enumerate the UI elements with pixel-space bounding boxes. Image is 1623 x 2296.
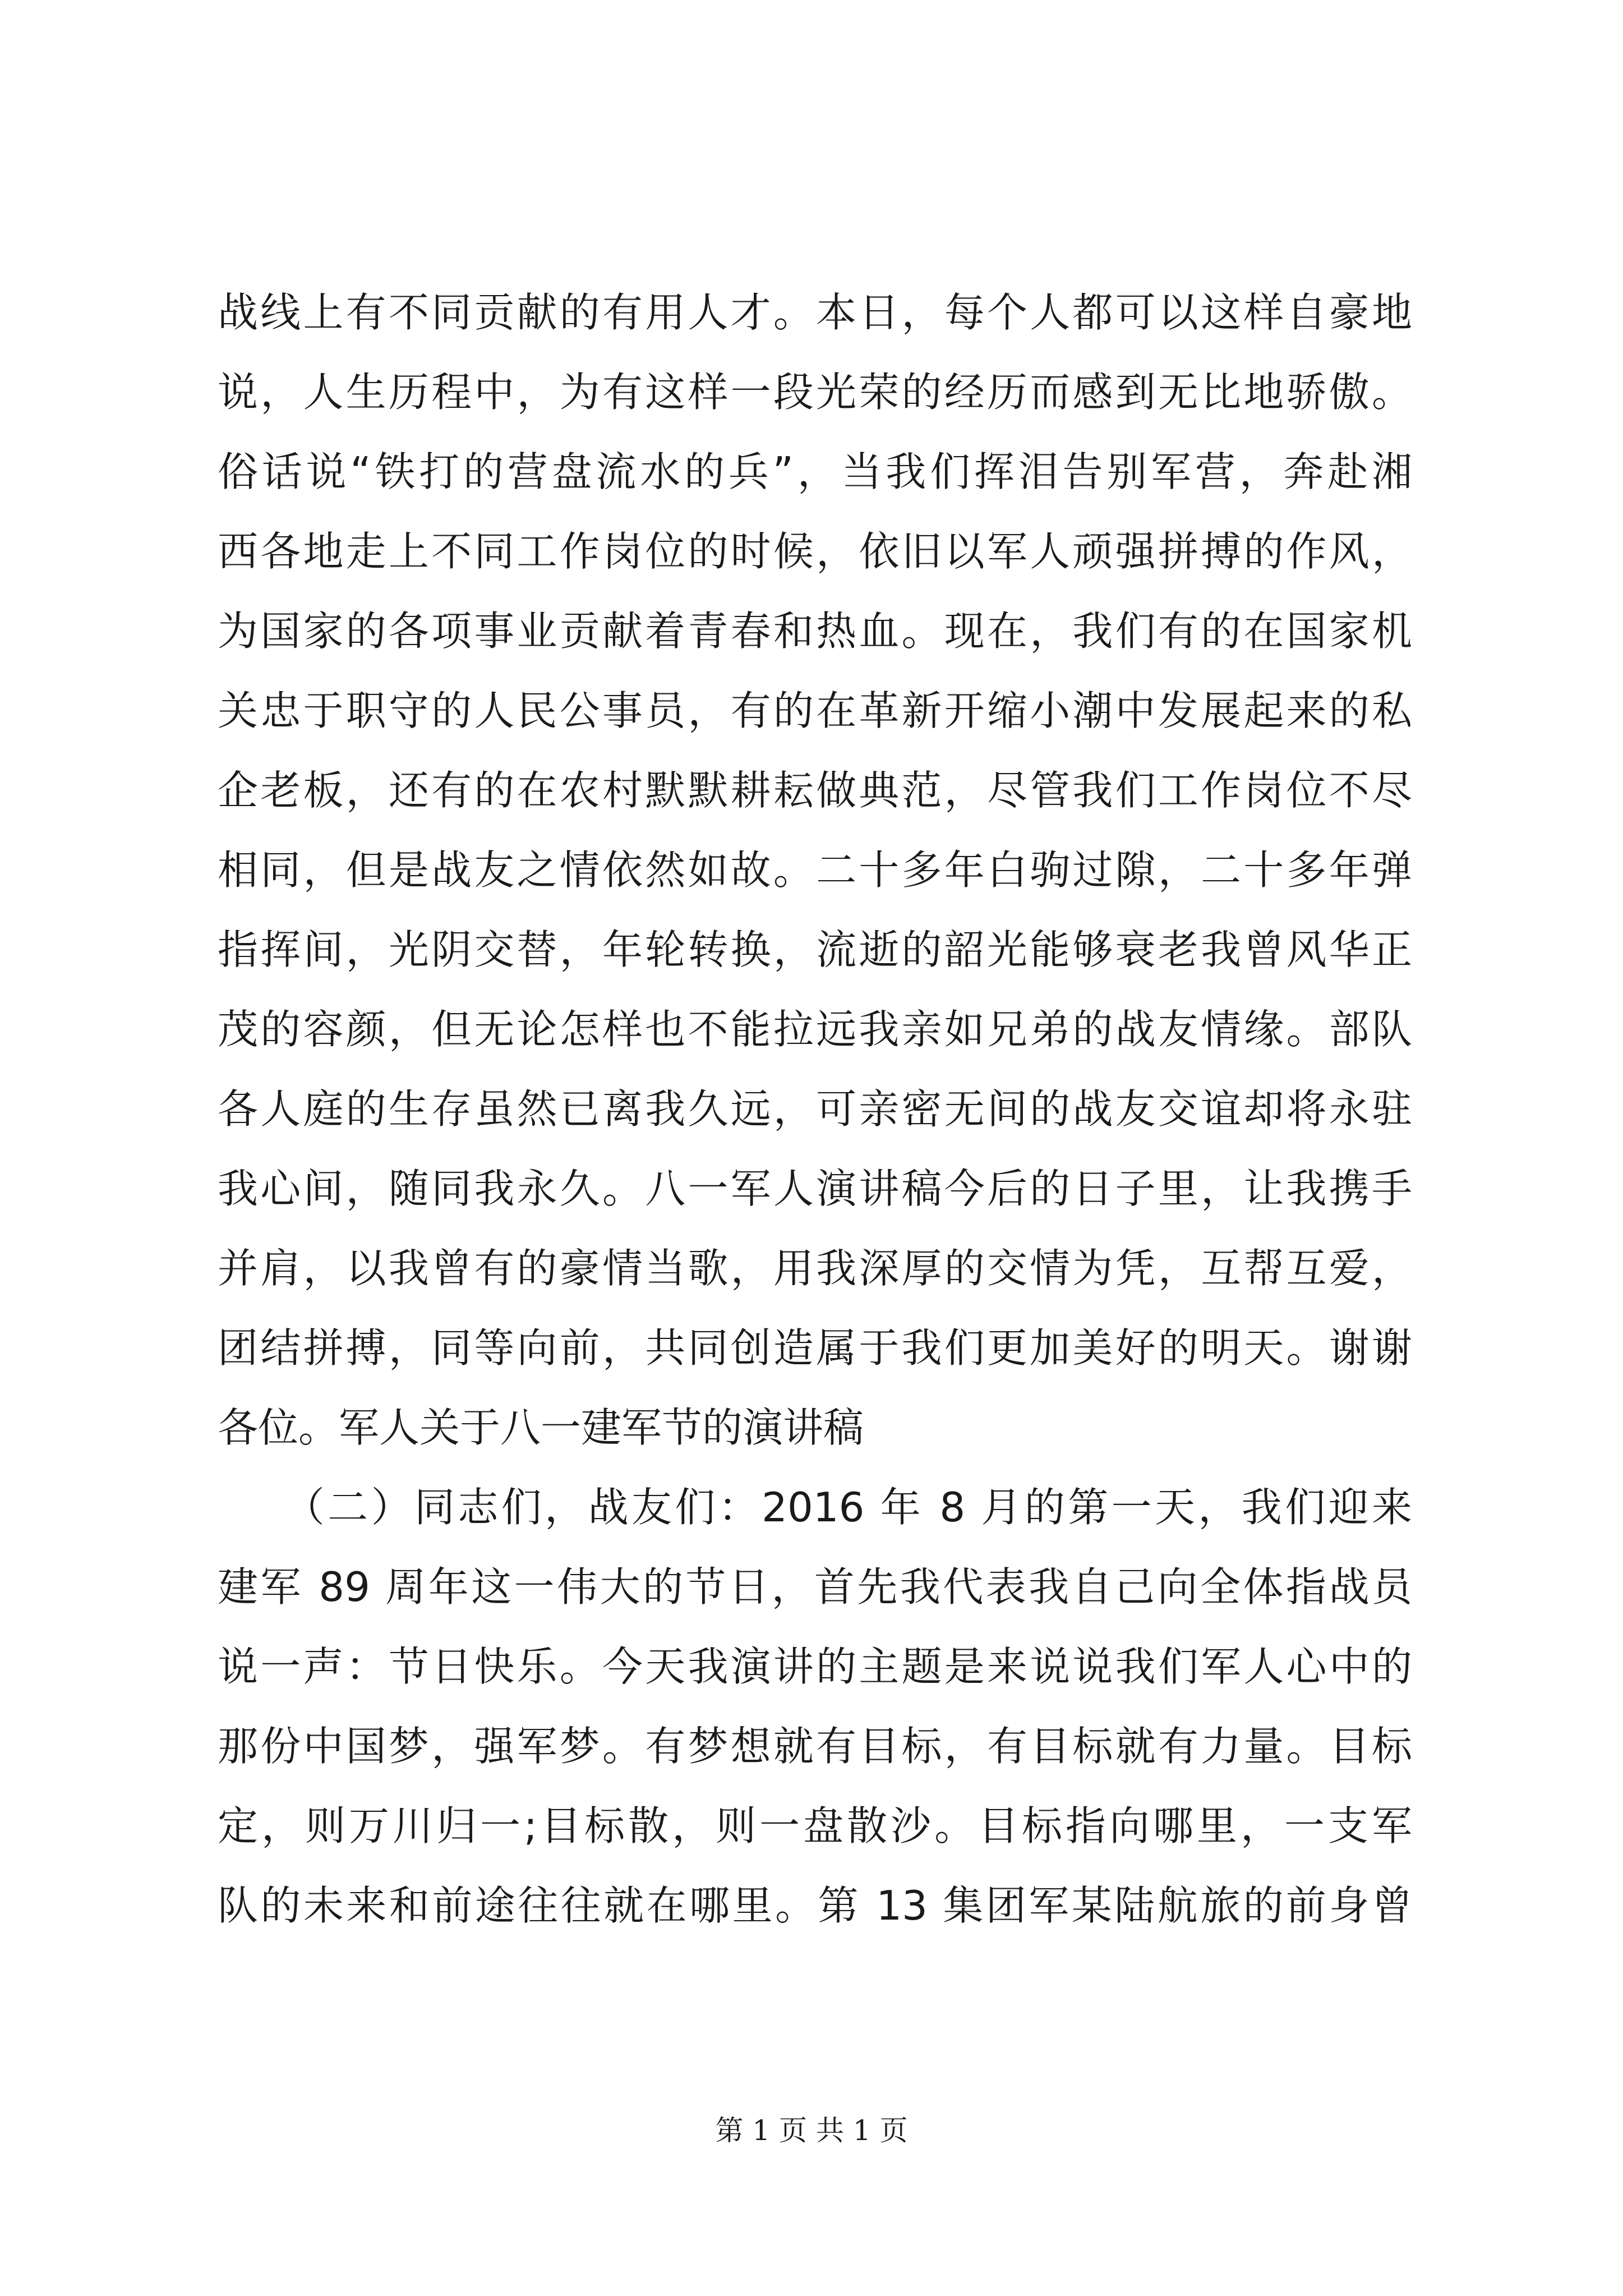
- page-number-footer: 第 1 页 共 1 页: [715, 2114, 908, 2147]
- text-line: 为国家的各项事业贡献着青春和热血。现在，我们有的在国家机: [218, 608, 1412, 655]
- text-line: 西各地走上不同工作岗位的时候，依旧以军人顽强拼搏的作风，: [218, 528, 1412, 575]
- text-line: 并肩，以我曾有的豪情当歌，用我深厚的交情为凭，互帮互爱，: [218, 1245, 1412, 1292]
- document-body: [218, 273, 1412, 1945]
- text-line: 我心间，随同我永久。八一军人演讲稿今后的日子里，让我携手: [218, 1165, 1412, 1212]
- text-line: 说一声：节日快乐。今天我演讲的主题是来说说我们军人心中的: [218, 1643, 1412, 1690]
- text-line: 各位。军人关于八一建军节的演讲稿: [218, 1404, 864, 1451]
- text-line: 关忠于职守的人民公事员，有的在革新开缩小潮中发展起来的私: [218, 687, 1412, 734]
- text-line: 队的未来和前途往往就在哪里。第 13 集团军某陆航旅的前身曾: [218, 1882, 1412, 1929]
- text-line: 建军 89 周年这一伟大的节日，首先我代表我自己向全体指战员: [218, 1563, 1412, 1611]
- text-line: 俗话说“铁打的营盘流水的兵”，当我们挥泪告别军营，奔赴湘: [218, 448, 1412, 495]
- text-line: 茂的容颜，但无论怎样也不能拉远我亲如兄弟的战友情缘。部队: [218, 1006, 1412, 1053]
- text-line: 说，人生历程中，为有这样一段光荣的经历而感到无比地骄傲。: [218, 369, 1412, 416]
- text-line: 团结拼搏，同等向前，共同创造属于我们更加美好的明天。谢谢: [218, 1324, 1412, 1372]
- text-line: 战线上有不同贡献的有用人才。本日，每个人都可以这样自豪地: [218, 289, 1412, 336]
- text-line: 各人庭的生存虽然已离我久远，可亲密无间的战友交谊却将永驻: [218, 1085, 1412, 1133]
- text-line: 那份中国梦，强军梦。有梦想就有目标，有目标就有力量。目标: [218, 1723, 1412, 1770]
- text-line: 企老板，还有的在农村默默耕耘做典范，尽管我们工作岗位不尽: [218, 767, 1412, 814]
- text-line: 相同，但是战友之情依然如故。二十多年白驹过隙，二十多年弹: [218, 846, 1412, 894]
- text-line: （二）同志们，战友们：2016 年 8 月的第一天，我们迎来: [218, 1484, 1412, 1531]
- text-line: 指挥间，光阴交替，年轮转换，流逝的韶光能够衰老我曾风华正: [218, 926, 1412, 973]
- text-line: 定，则万川归一;目标散，则一盘散沙。目标指向哪里，一支军: [218, 1802, 1412, 1849]
